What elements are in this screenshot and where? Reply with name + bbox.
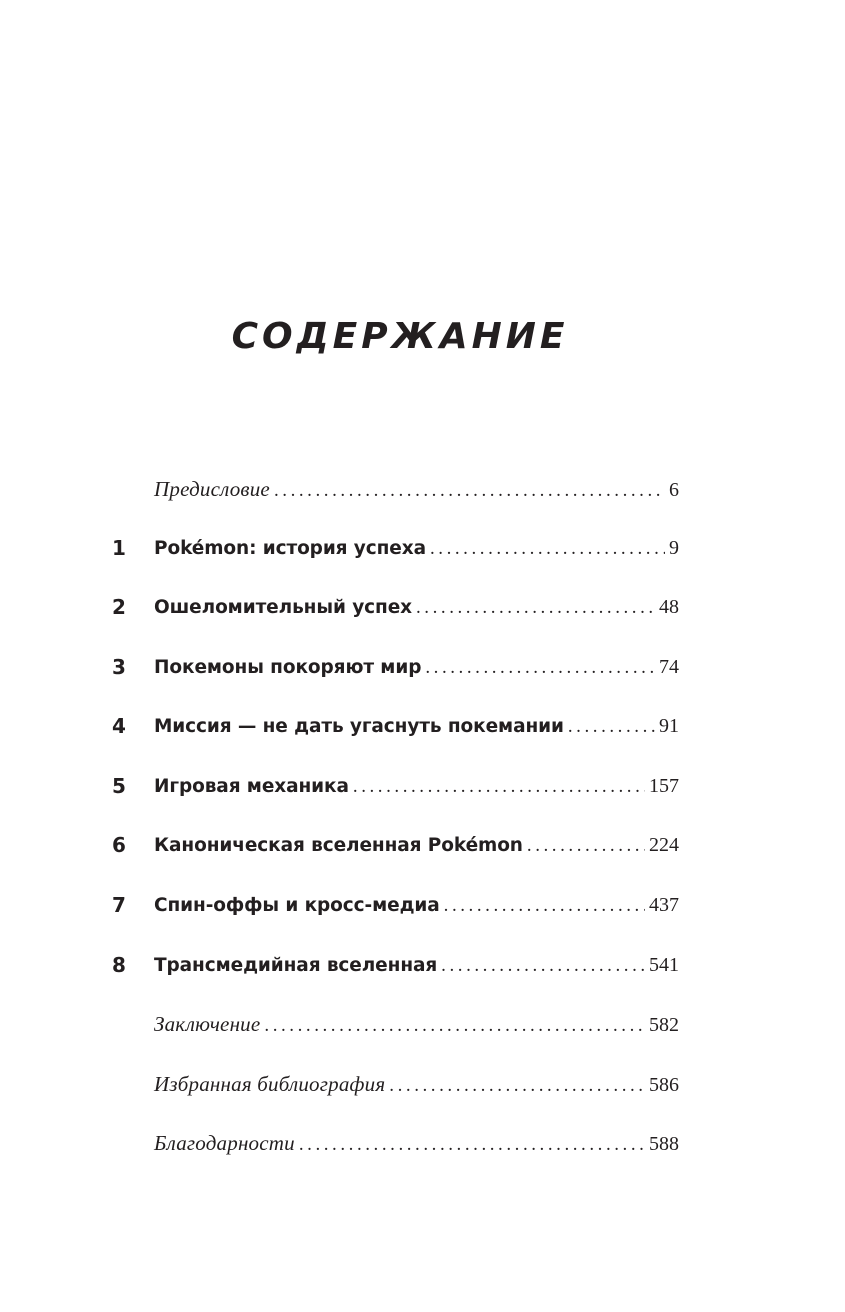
toc-entry-acknowledgements[interactable] (112, 1128, 679, 1158)
dot-leader (425, 653, 655, 683)
chapter-number: 4 (112, 714, 126, 738)
toc-entry-bibliography[interactable] (112, 1069, 679, 1099)
entry-title: Предисловие (154, 477, 270, 501)
entry-title: Заключение (154, 1012, 261, 1036)
toc-entry-chapter-2[interactable] (112, 592, 679, 622)
dot-leader (441, 951, 645, 981)
chapter-number: 1 (112, 536, 126, 560)
toc-entry-preface[interactable] (112, 474, 679, 504)
page-number: 437 (649, 894, 679, 916)
entry-title: Благодарности (154, 1131, 295, 1155)
chapter-number: 7 (112, 893, 126, 917)
page-number: 157 (649, 775, 679, 797)
toc-entry-chapter-6[interactable] (112, 830, 679, 860)
page-number: 586 (649, 1074, 679, 1096)
page-title: СОДЕРЖАНИЕ (231, 316, 569, 357)
dot-leader (274, 476, 665, 506)
chapter-number: 8 (112, 953, 126, 977)
chapter-number: 5 (112, 774, 126, 798)
entry-title: Игровая механика (154, 776, 349, 797)
dot-leader (389, 1071, 645, 1101)
page-number: 9 (669, 537, 679, 559)
chapter-number: 2 (112, 595, 126, 619)
dot-leader (264, 1011, 645, 1041)
page-number: 91 (659, 715, 679, 737)
entry-title: Избранная библиография (154, 1072, 386, 1096)
entry-title: Покемоны покоряют мир (154, 657, 422, 678)
page-number: 582 (649, 1014, 679, 1036)
page-number: 6 (669, 479, 679, 501)
chapter-number: 3 (112, 655, 126, 679)
dot-leader (444, 891, 645, 921)
page-number: 588 (649, 1133, 679, 1155)
dot-leader (299, 1130, 645, 1160)
page-number: 541 (649, 954, 679, 976)
dot-leader (416, 593, 655, 623)
toc-entry-chapter-3[interactable] (112, 652, 679, 682)
entry-title: Pokémon: история успеха (154, 538, 426, 559)
toc-entry-chapter-4[interactable] (112, 711, 679, 741)
page-number: 224 (649, 834, 679, 856)
toc-entry-chapter-5[interactable] (112, 771, 679, 801)
entry-title: Спин-оффы и кросс-медиа (154, 895, 440, 916)
entry-title: Ошеломительный успех (154, 597, 412, 618)
toc-entry-chapter-7[interactable] (112, 890, 679, 920)
toc-entry-chapter-1[interactable] (112, 533, 679, 563)
dot-leader (568, 712, 655, 742)
entry-title: Каноническая вселенная Pokémon (154, 835, 523, 856)
dot-leader (430, 534, 665, 564)
toc-entry-chapter-8[interactable] (112, 950, 679, 980)
entry-title: Трансмедийная вселенная (154, 955, 438, 976)
dot-leader (353, 772, 645, 802)
chapter-number: 6 (112, 833, 126, 857)
page-number: 74 (659, 656, 679, 678)
dot-leader (527, 831, 645, 861)
toc-entry-conclusion[interactable] (112, 1009, 679, 1039)
entry-title: Миссия — не дать угаснуть покемании (154, 716, 564, 737)
page-number: 48 (659, 596, 679, 618)
